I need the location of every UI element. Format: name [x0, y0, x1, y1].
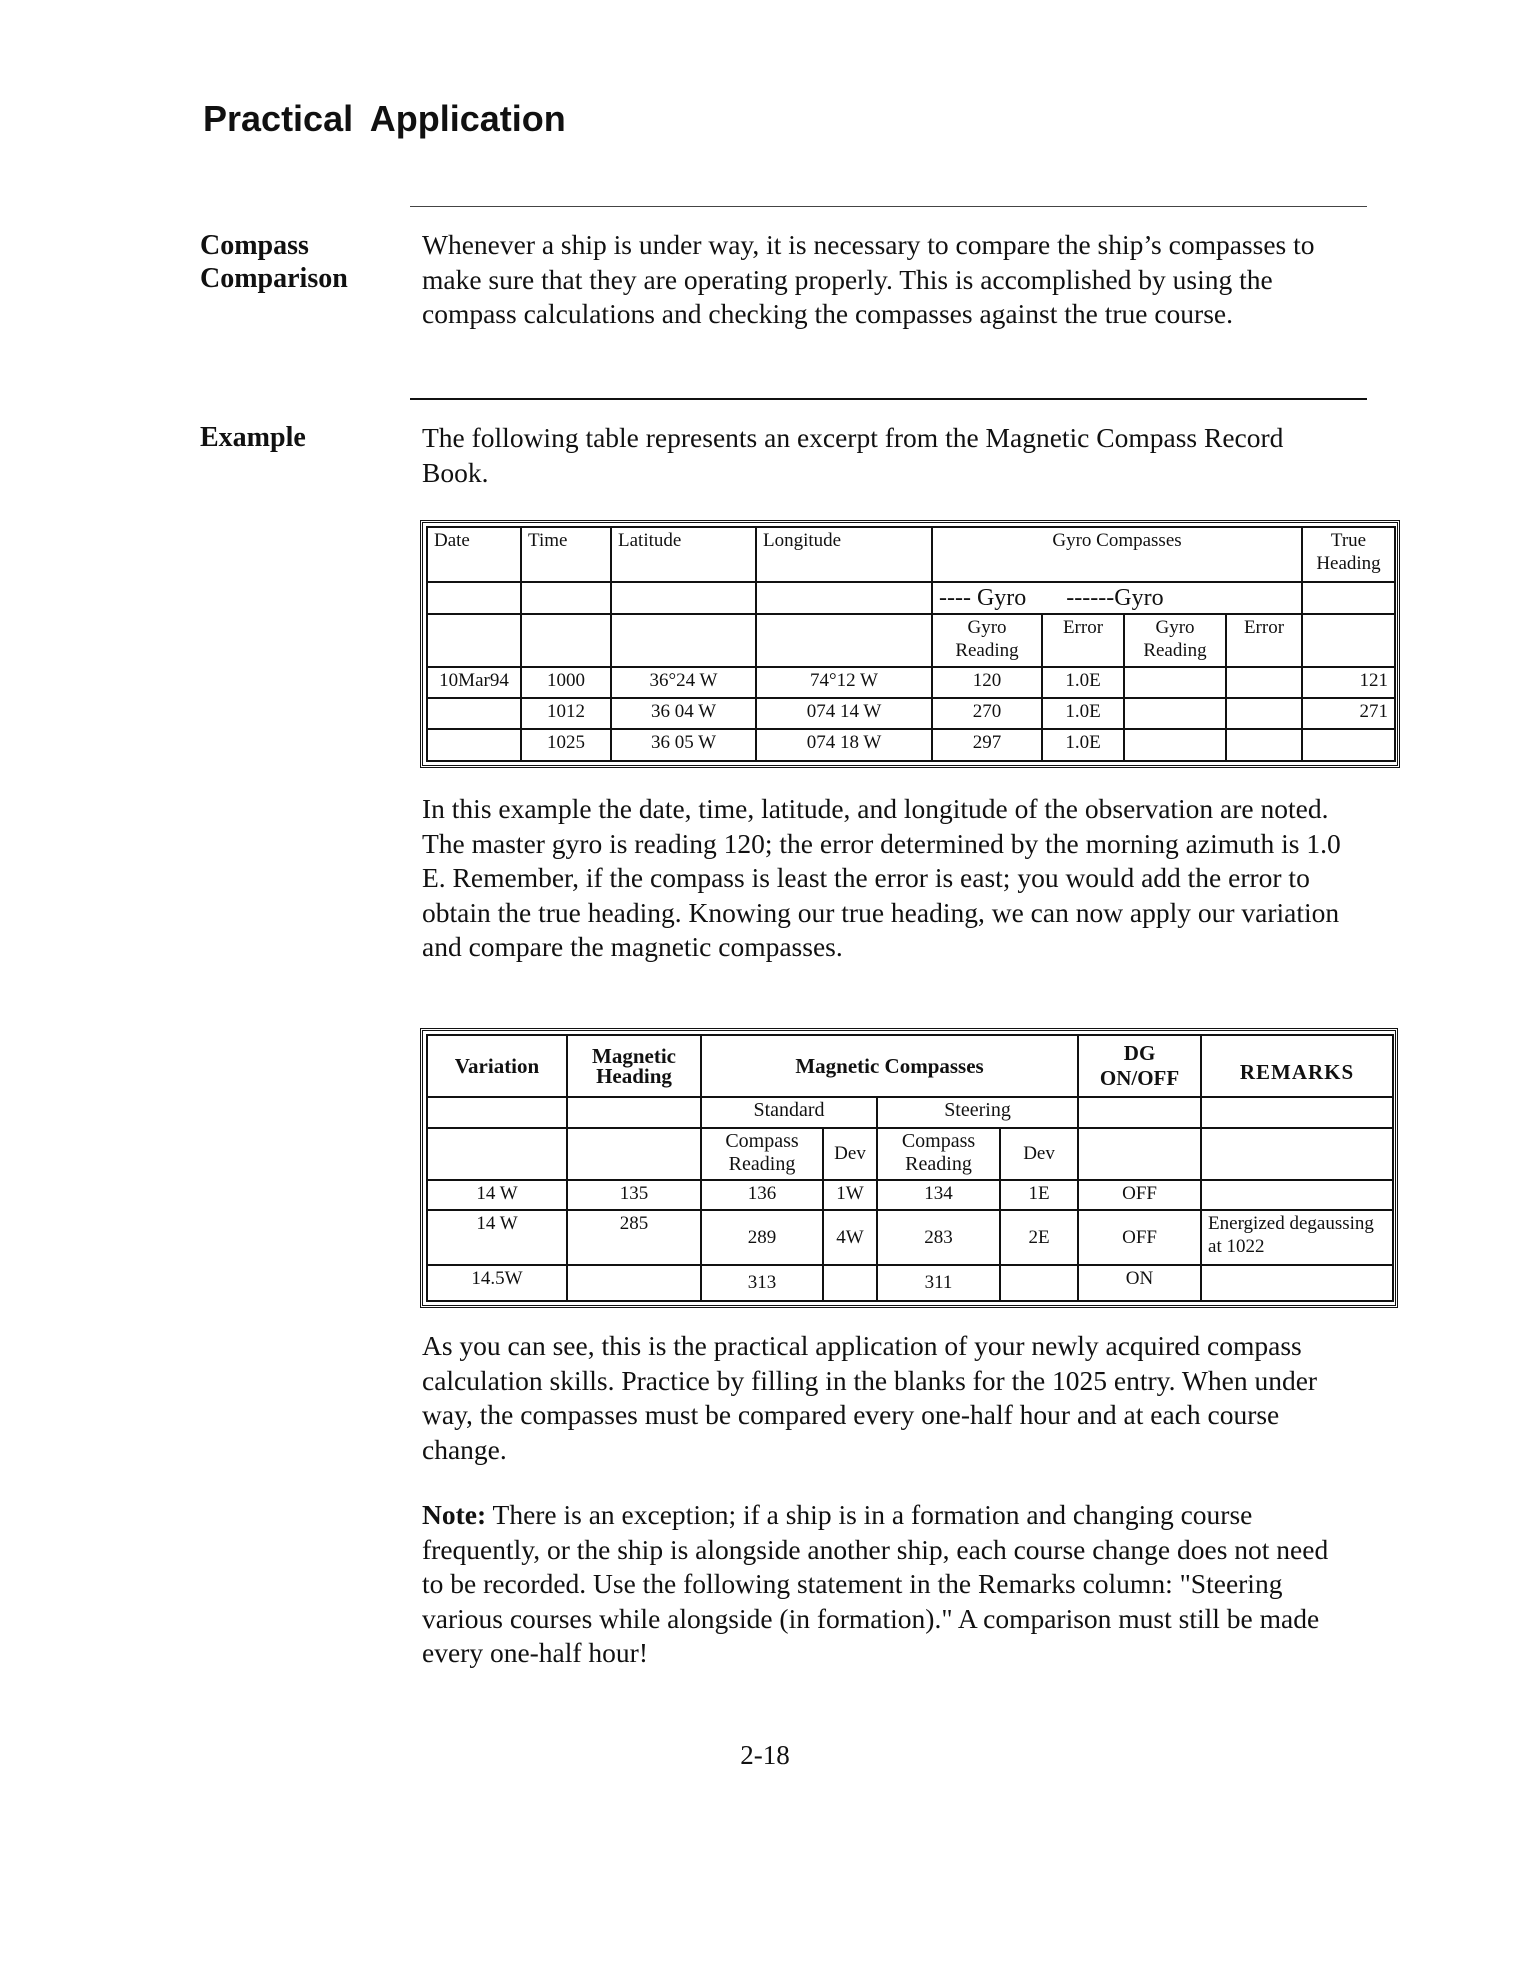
cell-dg: OFF — [1078, 1180, 1201, 1210]
cell-standard-reading: 289 — [701, 1210, 823, 1264]
column-header-variation: Variation — [427, 1035, 567, 1097]
cell-longitude: 074 14 W — [756, 698, 932, 729]
column-header-error: Error — [1226, 614, 1302, 666]
cell-dg: ON — [1078, 1265, 1201, 1301]
cell-standard-reading: 313 — [701, 1265, 823, 1301]
cell-standard-dev: 4W — [823, 1210, 877, 1264]
cell-magnetic-heading: 285 — [567, 1210, 701, 1264]
cell-remarks: Energized degaussing at 1022 — [1201, 1210, 1393, 1264]
cell-error: 1.0E — [1042, 667, 1124, 698]
table-row — [427, 667, 1395, 698]
cell-gyro-reading: 120 — [932, 667, 1042, 698]
magnetic-compass-table — [420, 1028, 1398, 1308]
example-paragraph: The following table represents an excerpt from the Magnetic Compass Record Book. — [422, 422, 1284, 488]
column-header-time: Time — [521, 527, 611, 582]
column-header-dg: DG ON/OFF — [1078, 1035, 1201, 1097]
cell-steering-dev — [1000, 1265, 1078, 1301]
column-header-compass-reading: Compass Reading — [877, 1128, 1000, 1180]
column-header-dev: Dev — [823, 1128, 877, 1180]
observation-paragraph: In this example the date, time, latitude, and longitude of the observation are noted. The master gyro is reading 120; the error determined by the morning azimuth is 1.0 E. Remember, if the compass is least the error is east; you would add the error to obtain the true heading. Knowing our true heading, we can now apply our variation and compare the magnetic compasses. — [422, 793, 1341, 962]
cell-error — [1226, 698, 1302, 729]
page-number: 2-18 — [740, 1740, 790, 1770]
column-header-standard: Standard — [701, 1097, 877, 1127]
table-subheader-row — [427, 1128, 1393, 1180]
cell-true-heading: 271 — [1302, 698, 1395, 729]
page-title: Practical Application — [203, 98, 566, 139]
section-label-compass-comparison: Compass Comparison — [200, 230, 348, 294]
cell-remarks — [1201, 1265, 1393, 1301]
cell-standard-dev — [823, 1265, 877, 1301]
gyro-label-cell — [932, 582, 1302, 615]
cell-gyro-reading — [1124, 667, 1226, 698]
cell-variation: 14 W — [427, 1180, 567, 1210]
section-label-example: Example — [200, 422, 306, 453]
cell-steering-reading: 134 — [877, 1180, 1000, 1210]
column-header-date: Date — [427, 527, 521, 582]
section-divider — [410, 206, 1367, 207]
column-header-error: Error — [1042, 614, 1124, 666]
table-header-row — [427, 527, 1395, 582]
cell-true-heading — [1302, 729, 1395, 761]
column-header-gyro-reading: Gyro Reading — [932, 614, 1042, 666]
cell-time: 1025 — [521, 729, 611, 761]
cell-gyro-reading — [1124, 698, 1226, 729]
cell-true-heading: 121 — [1302, 667, 1395, 698]
cell-steering-dev: 2E — [1000, 1210, 1078, 1264]
cell-steering-reading: 311 — [877, 1265, 1000, 1301]
table-row — [427, 1265, 1393, 1301]
note-label: Note: — [422, 1499, 487, 1530]
table-row — [427, 729, 1395, 761]
cell-latitude: 36 05 W — [611, 729, 756, 761]
column-header-magnetic-compasses: Magnetic Compasses — [701, 1035, 1078, 1097]
cell-steering-reading: 283 — [877, 1210, 1000, 1264]
column-header-gyro-reading: Gyro Reading — [1124, 614, 1226, 666]
cell-magnetic-heading: 135 — [567, 1180, 701, 1210]
cell-date — [427, 729, 521, 761]
cell-gyro-reading: 297 — [932, 729, 1042, 761]
cell-error: 1.0E — [1042, 729, 1124, 761]
cell-standard-reading: 136 — [701, 1180, 823, 1210]
table-subheader-row — [427, 582, 1395, 615]
column-header-gyro-compasses: Gyro Compasses — [932, 527, 1302, 582]
note-text: There is an exception; if a ship is in a formation and changing course frequently, or the ship is alongside another ship, each course change does not need to be recorded. Use the following statement in the Remarks column: "Steering various courses while alongside (in formation)." A comparison must still be made every one-half hour! — [422, 1499, 1329, 1668]
practice-paragraph: As you can see, this is the practical application of your newly acquired compass calculation skills. Practice by filling in the blanks for the 1025 entry. When under way, the compasses must be compared every one-half hour and at each course change. — [422, 1330, 1318, 1465]
table-row — [427, 1210, 1393, 1264]
cell-longitude: 74°12 W — [756, 667, 932, 698]
cell-error — [1226, 729, 1302, 761]
column-header-compass-reading: Compass Reading — [701, 1128, 823, 1180]
column-header-longitude: Longitude — [756, 527, 932, 582]
cell-error — [1226, 667, 1302, 698]
cell-remarks — [1201, 1180, 1393, 1210]
column-header-true-heading: True Heading — [1302, 527, 1395, 582]
cell-variation: 14 W — [427, 1210, 567, 1264]
cell-variation: 14.5W — [427, 1265, 567, 1301]
cell-dg: OFF — [1078, 1210, 1201, 1264]
cell-time: 1000 — [521, 667, 611, 698]
cell-date: 10Mar94 — [427, 667, 521, 698]
cell-magnetic-heading — [567, 1265, 701, 1301]
column-header-dev: Dev — [1000, 1128, 1078, 1180]
column-header-remarks: REMARKS — [1201, 1035, 1393, 1097]
cell-steering-dev: 1E — [1000, 1180, 1078, 1210]
table-subheader-row — [427, 1097, 1393, 1127]
cell-longitude: 074 18 W — [756, 729, 932, 761]
gyro-1-label: ---- Gyro — [939, 584, 1027, 611]
column-header-steering: Steering — [877, 1097, 1078, 1127]
cell-standard-dev: 1W — [823, 1180, 877, 1210]
column-header-magnetic-heading: Magnetic Heading — [567, 1035, 701, 1097]
cell-latitude: 36°24 W — [611, 667, 756, 698]
table-row — [427, 698, 1395, 729]
gyro-compass-table — [420, 520, 1400, 768]
cell-error: 1.0E — [1042, 698, 1124, 729]
cell-gyro-reading — [1124, 729, 1226, 761]
cell-latitude: 36 04 W — [611, 698, 756, 729]
table-header-row — [427, 1035, 1393, 1097]
cell-time: 1012 — [521, 698, 611, 729]
cell-gyro-reading: 270 — [932, 698, 1042, 729]
table-row — [427, 1180, 1393, 1210]
cell-date — [427, 698, 521, 729]
gyro-2-label: ------Gyro — [1066, 584, 1164, 611]
column-header-latitude: Latitude — [611, 527, 756, 582]
table-subheader-row — [427, 614, 1395, 666]
note-paragraph — [422, 1498, 1342, 1671]
section-divider — [410, 398, 1367, 400]
compass-comparison-paragraph: Whenever a ship is under way, it is necessary to compare the ship’s compasses to make sure that they are operating properly. This is accomplished by using the compass calculations and checking the compasses against the true course. — [422, 229, 1315, 329]
